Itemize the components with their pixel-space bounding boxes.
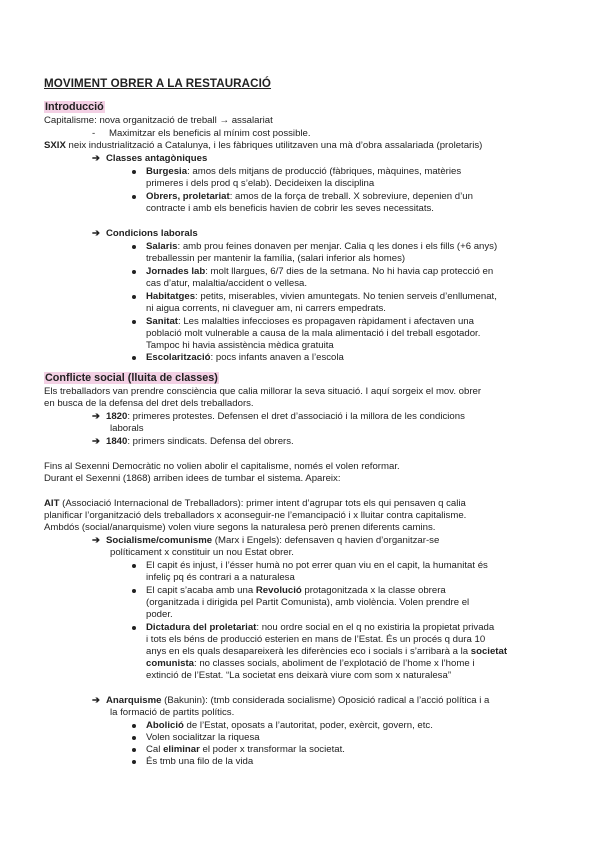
list-item: ➔ Socialisme/comunisme (Marx i Engels): defensaven q havien d’organitzar-se (92, 535, 440, 546)
dash-marker: - (92, 128, 96, 139)
paragraph: Fins al Sexenni Democràtic no volien abolir el capitalisme, només el volen reformar. (44, 461, 400, 472)
list-item-cont: població molt vulnerable a causa de la mala alimentació i del treball esgotador. (146, 328, 481, 339)
list-item: Salaris: amb prou feines donaven per menjar. Calia q les dones i els fills (+6 anys) (146, 241, 498, 252)
bullet-icon (132, 760, 136, 764)
list-item: Dictadura del proletariat: nou ordre social en el q no existiria la propietat privada (146, 622, 495, 633)
list-item-cont: cas d’atur, malaltia/accident o vellesa. (146, 278, 308, 289)
arrow-icon: ➔ (92, 695, 101, 706)
list-item: Burgesia: amos dels mitjans de producció (fàbriques, màquines, matèries (146, 166, 462, 177)
list-item-cont: la formació de partits polítics. (110, 707, 235, 718)
list-item: Abolició de l’Estat, oposats a l’autoritat, poder, exèrcit, govern, etc. (146, 720, 433, 731)
list-item: Sanitat: Les malalties infeccioses es propagaven ràpidament i afectaven una (146, 316, 474, 327)
bullet-icon (132, 245, 136, 249)
arrow-icon: ➔ (92, 436, 101, 447)
list-item: És tmb una filo de la vida (146, 756, 254, 767)
bullet-icon (132, 170, 136, 174)
list-item: ➔ 1840: primers sindicats. Defensa del obrers. (92, 436, 294, 447)
paragraph: Durant el Sexenni (1868) arriben idees de tumbar el sistema. Apareix: (44, 473, 341, 484)
list-item-cont: ni aigua corrents, ni claveguer am, ni carrers empedrats. (146, 303, 386, 314)
list-item-cont: poder. (146, 609, 173, 620)
list-item-cont: infeliç pq és contrari a a naturalesa (146, 572, 295, 583)
list-item-cont: políticament x constituir un nou Estat obrer. (110, 547, 294, 558)
list-item: El capit s’acaba amb una Revolució protagonitzada x la classe obrera (146, 585, 446, 596)
paragraph: Ambdós (social/anarquisme) volen viure segons la naturalesa però prenen diferents camins. (44, 522, 436, 533)
list-item-cont: comunista: no classes socials, aboliment de l’explotació de l’home x l’home i (146, 658, 475, 669)
list-item-cont: extinció de l’Estat. “La societat ens deixarà viure com som x naturalesa” (146, 670, 452, 681)
paragraph: planificar l’organització dels treballadors x aconseguir-ne l’emancipació i x lluitar contra capitalisme. (44, 510, 467, 521)
list-item: ➔ 1820: primeres protestes. Defensen el dret d’associació i la millora de les condicions (92, 411, 465, 422)
list-item-cont: primeres i dels prod q s’elab). Decideixen la disciplina (146, 178, 375, 189)
bullet-icon (132, 736, 136, 740)
bullet-icon (132, 748, 136, 752)
page-title: MOVIMENT OBRER A LA RESTAURACIÓ (44, 77, 272, 90)
list-item: Cal eliminar el poder x transformar la societat. (146, 744, 345, 755)
arrow-icon: ➔ (92, 535, 101, 546)
bullet-icon (132, 564, 136, 568)
list-item-cont: i tots els béns de producció esterien en mans de l’Estat. És un procés q dura 10 (146, 634, 486, 645)
list-item-cont: laborals (110, 423, 144, 434)
arrow-icon: ➔ (92, 411, 101, 422)
list-item-cont: contracte i amb els beneficis havien de cobrir les seves necessitats. (146, 203, 434, 214)
bullet-icon (132, 589, 136, 593)
arrow-icon: ➔ (92, 153, 101, 164)
bullet-icon (132, 626, 136, 630)
list-item: El capit és injust, i l’ésser humà no pot errer quan viu en el capit, la humanitat és (146, 560, 488, 571)
list-item: Maximitzar els beneficis al mínim cost possible. (109, 128, 311, 139)
bullet-icon (132, 270, 136, 274)
bullet-icon (132, 320, 136, 324)
paragraph: AIT (Associació Internacional de Treballadors): primer intent d’agrupar tots els qui pensaven q calia (44, 498, 466, 509)
section-heading-introduccio: Introducció (45, 101, 104, 113)
bullet-icon (132, 724, 136, 728)
paragraph: Capitalisme: nova organització de treball → assalariat (44, 115, 273, 126)
paragraph: SXIX neix industrialització a Catalunya, i les fàbriques utilitzaven una mà d’obra assalariada (proletaris) (44, 140, 483, 151)
list-item: Escolarització: pocs infants anaven a l’escola (146, 352, 344, 363)
bullet-icon (132, 356, 136, 360)
list-item-cont: Tampoc hi havia assistència mèdica gratuita (146, 340, 334, 351)
list-item-cont: anys en els quals desapareixerà les diferències eco i socials i s’arribarà a la societat (146, 646, 508, 657)
bullet-icon (132, 295, 136, 299)
list-item: Jornades lab: molt llargues, 6/7 dies de la setmana. No hi havia cap protecció en (146, 266, 494, 277)
bullet-icon (132, 195, 136, 199)
section-heading-conflicte: Conflicte social (lluita de classes) (45, 372, 218, 384)
arrow-icon: ➔ (92, 228, 101, 239)
subheading-condicions: ➔ Condicions laborals (92, 228, 198, 239)
paragraph: en busca de la defensa del dret dels treballadors. (44, 398, 254, 409)
subheading-classes: ➔ Classes antagòniques (92, 153, 208, 164)
list-item-cont: (organitzada i dirigida pel Partit Comunista), amb violència. Volen prendre el (146, 597, 470, 608)
list-item: ➔ Anarquisme (Bakunin): (tmb considerada socialisme) Oposició radical a l’acció política i a (92, 695, 490, 706)
list-item: Habitatges: petits, miserables, vivien amuntegats. No tenien serveis d’enllumenat, (146, 291, 497, 302)
list-item: Volen socialitzar la riquesa (146, 732, 260, 743)
paragraph: Els treballadors van prendre consciència que calia millorar la seva situació. I aquí sorgeix el mov. obrer (44, 386, 482, 397)
list-item-cont: treballessin per mantenir la família, (salari inferior als homes) (146, 253, 406, 264)
list-item: Obrers, proletariat: amos de la força de treball. X sobreviure, depenien d’un (146, 191, 473, 202)
